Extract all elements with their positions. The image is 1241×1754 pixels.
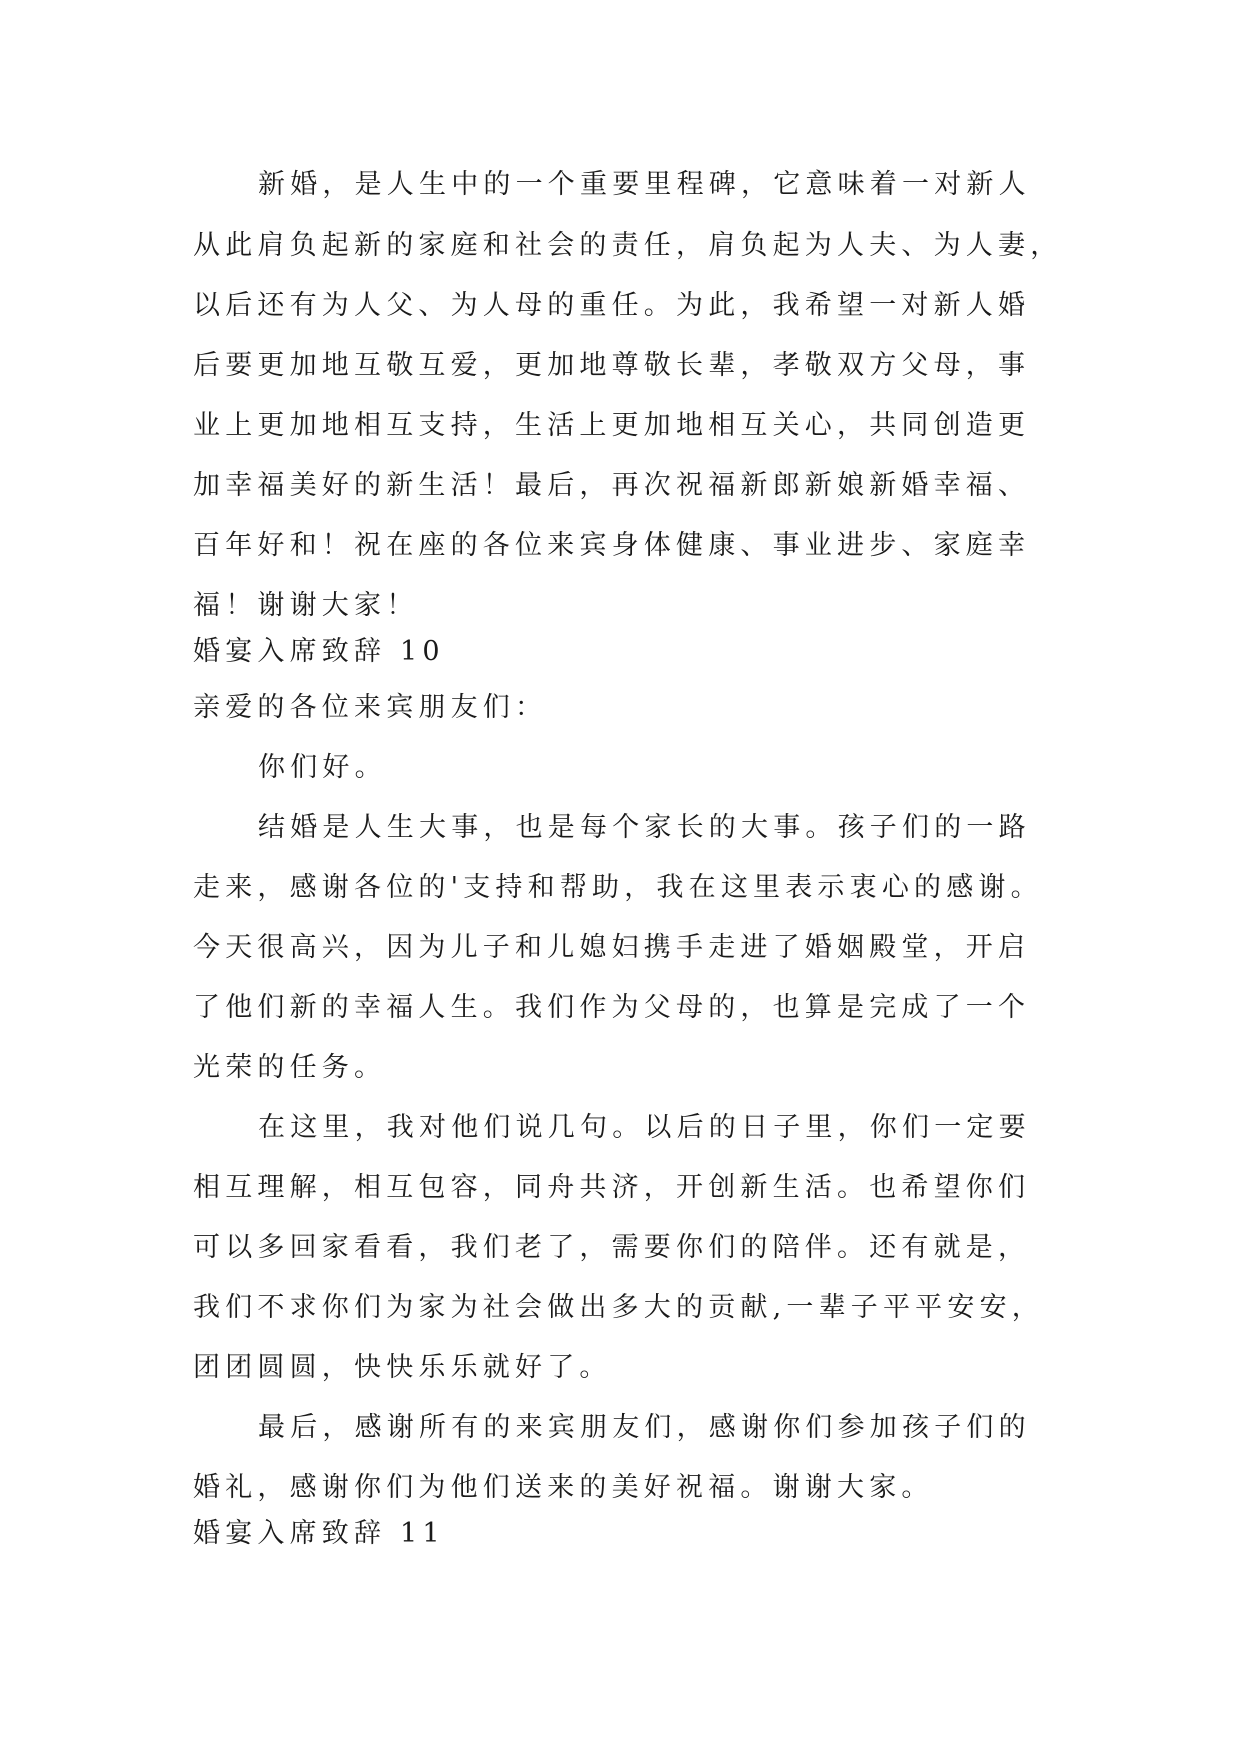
paragraph-line: 以后还有为人父、为人母的重任。为此，我希望一对新人婚 — [193, 290, 1031, 321]
paragraph-line: 光荣的任务。 — [193, 1052, 387, 1083]
paragraph-line: 我们不求你们为家为社会做出多大的贡献,一辈子平平安安， — [193, 1292, 1044, 1323]
paragraph-line: 后要更加地互敬互爱，更加地尊敬长辈，孝敬双方父母，事 — [193, 350, 1031, 381]
paragraph-line: 团团圆圆，快快乐乐就好了。 — [193, 1352, 612, 1383]
paragraph-line: 在这里，我对他们说几句。以后的日子里，你们一定要 — [258, 1112, 1031, 1143]
paragraph-line: 最后，感谢所有的来宾朋友们，感谢你们参加孩子们的 — [258, 1412, 1031, 1443]
salutation: 亲爱的各位来宾朋友们： — [193, 692, 548, 723]
paragraph-line: 今天很高兴，因为儿子和儿媳妇携手走进了婚姻殿堂，开启 — [193, 932, 1031, 963]
section-heading: 婚宴入席致辞 11 — [193, 1518, 445, 1549]
section-heading: 婚宴入席致辞 10 — [193, 636, 445, 667]
paragraph-line: 福！谢谢大家！ — [193, 590, 419, 621]
paragraph-line: 可以多回家看看，我们老了，需要你们的陪伴。还有就是， — [193, 1232, 1031, 1263]
paragraph-line: 新婚，是人生中的一个重要里程碑，它意味着一对新人 — [258, 169, 1031, 200]
paragraph-line: 走来，感谢各位的'支持和帮助，我在这里表示衷心的感谢。 — [193, 872, 1043, 903]
paragraph-line: 了他们新的幸福人生。我们作为父母的，也算是完成了一个 — [193, 992, 1031, 1023]
paragraph-line: 相互理解，相互包容，同舟共济，开创新生活。也希望你们 — [193, 1172, 1031, 1203]
greeting-line: 你们好。 — [258, 752, 387, 783]
paragraph-line: 业上更加地相互支持，生活上更加地相互关心，共同创造更 — [193, 410, 1031, 441]
paragraph-line: 从此肩负起新的家庭和社会的责任，肩负起为人夫、为人妻， — [193, 230, 1063, 261]
paragraph-line: 婚礼，感谢你们为他们送来的美好祝福。谢谢大家。 — [193, 1472, 934, 1503]
paragraph-line: 结婚是人生大事，也是每个家长的大事。孩子们的一路 — [258, 812, 1031, 843]
paragraph-line: 百年好和！祝在座的各位来宾身体健康、事业进步、家庭幸 — [193, 530, 1031, 561]
paragraph-line: 加幸福美好的新生活！最后，再次祝福新郎新娘新婚幸福、 — [193, 470, 1031, 501]
